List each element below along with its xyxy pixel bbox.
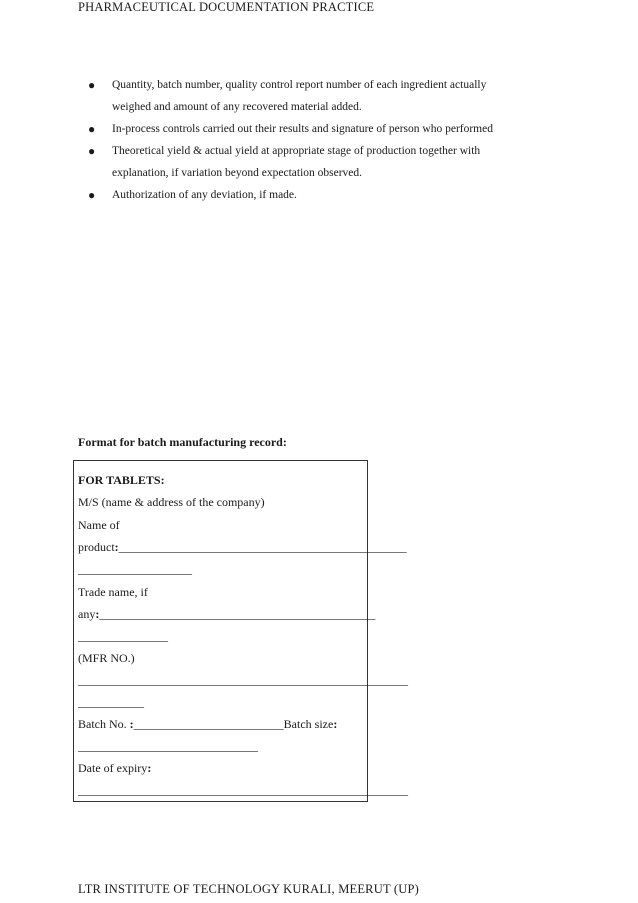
batch-size-colon: : (333, 717, 338, 731)
expiry-label-line (78, 761, 151, 776)
trade-name-field[interactable] (78, 607, 375, 622)
bullet-text-line: Theoretical yield & actual yield at appropriate stage of production together with (112, 145, 481, 157)
bullet-icon: ● (88, 122, 96, 136)
product-label: product (78, 540, 115, 554)
company-line: M/S (name & address of the company) (78, 495, 265, 509)
batch-no-colon: : (129, 717, 134, 731)
list-item (88, 118, 568, 140)
product-colon: : (114, 540, 119, 554)
batch-size-label: Batch size (283, 717, 334, 731)
batch-record-form (73, 460, 408, 802)
name-of-label: Name of (78, 518, 120, 532)
bullet-list (88, 74, 568, 206)
product-blank-cont[interactable]: ___________________ (78, 562, 192, 576)
mfr-blank-cont[interactable]: ___________ (78, 695, 144, 709)
bullet-icon: ● (88, 188, 96, 202)
page-footer: LTR INSTITUTE OF TECHNOLOGY KURALI, MEERUT (UP) (78, 882, 419, 896)
batch-no-blank: _________________________ (133, 717, 284, 731)
format-title: Format for batch manufacturing record: (78, 435, 287, 449)
bullet-text-line: explanation, if variation beyond expectation observed. (112, 167, 363, 179)
any-colon: : (95, 607, 100, 621)
mfr-label: (MFR NO.) (78, 651, 135, 665)
list-item (88, 184, 568, 206)
bullet-icon: ● (88, 78, 96, 92)
form-heading: FOR TABLETS: (78, 473, 165, 487)
any-label: any (78, 607, 96, 621)
page-header: PHARMACEUTICAL DOCUMENTATION PRACTICE (78, 0, 375, 14)
batch-size-field[interactable]: ______________________________ (78, 739, 258, 753)
product-field[interactable] (78, 540, 407, 555)
product-blank: ________________________________________________ (118, 540, 407, 554)
trade-name-blank-cont[interactable]: _______________ (78, 629, 168, 643)
trade-name-label: Trade name, if (78, 585, 148, 599)
mfr-field[interactable]: _______________________________________________________ (78, 673, 408, 687)
any-blank: ______________________________________________ (99, 607, 376, 621)
batch-line[interactable] (78, 717, 337, 732)
list-item (88, 74, 568, 118)
bullet-text-line: Authorization of any deviation, if made. (112, 189, 297, 201)
bullet-text-line: weighed and amount of any recovered material added. (112, 101, 362, 113)
expiry-colon: : (147, 761, 152, 775)
list-item (88, 140, 568, 184)
expiry-label: Date of expiry (78, 761, 148, 775)
expiry-field[interactable]: _______________________________________________________ (78, 783, 408, 797)
batch-no-label: Batch No. (78, 717, 130, 731)
bullet-icon: ● (88, 144, 96, 158)
bullet-text-line: In-process controls carried out their results and signature of person who performed (112, 123, 493, 135)
bullet-text-line: Quantity, batch number, quality control report number of each ingredient actually (112, 79, 487, 91)
